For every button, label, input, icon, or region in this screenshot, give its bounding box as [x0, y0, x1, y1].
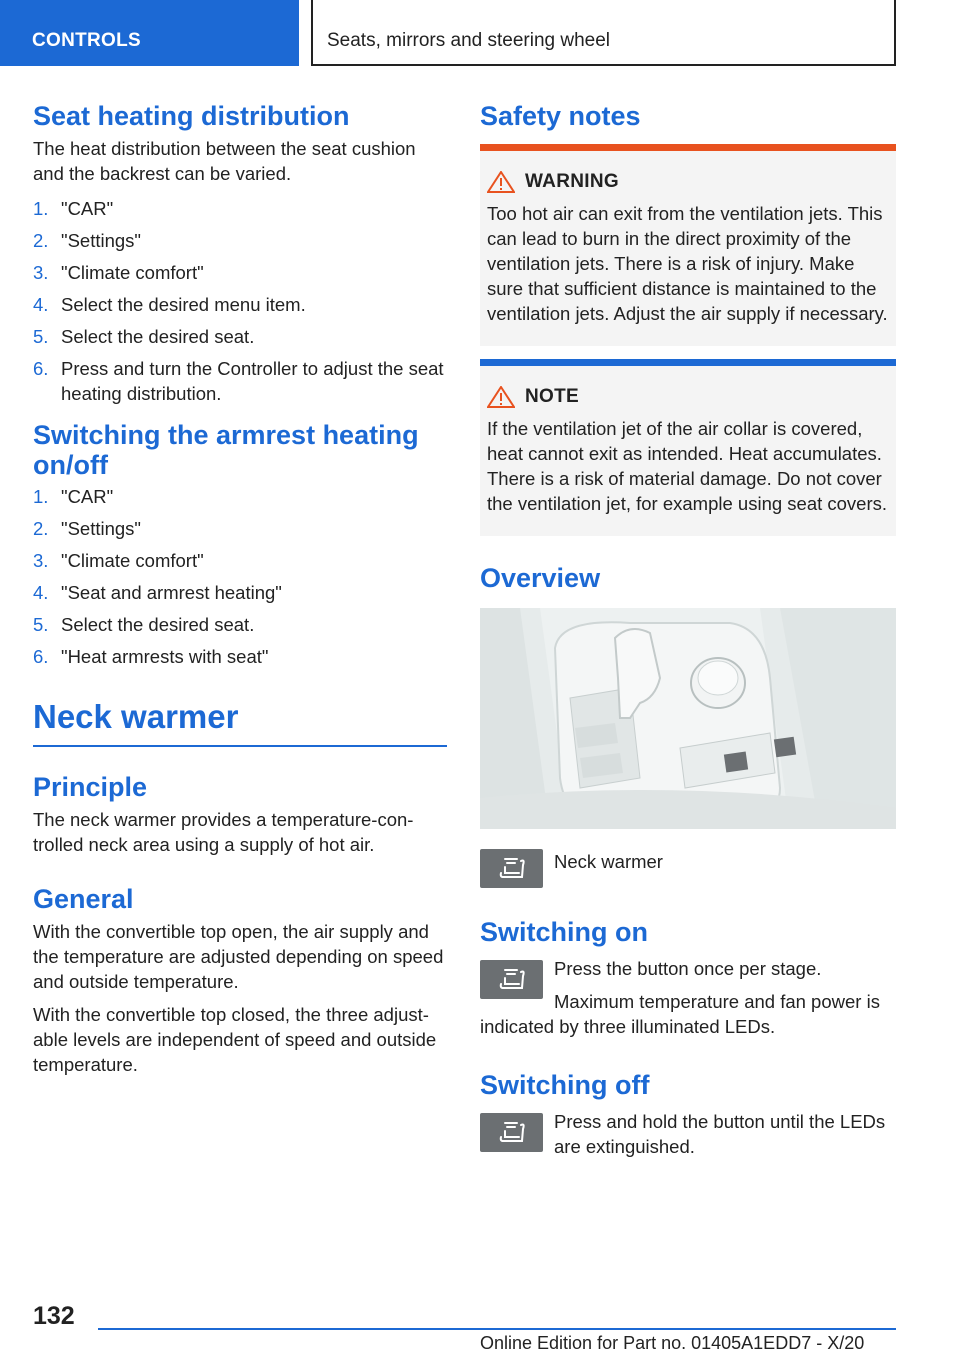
chapter-label: Seats, mirrors and steering wheel: [327, 30, 611, 51]
left-column: [33, 100, 447, 1077]
step-number: 5.: [33, 326, 49, 347]
footer-divider: [98, 1328, 896, 1330]
safety-title: Safety notes: [480, 101, 641, 131]
seat-heating-section: [33, 100, 447, 406]
step-number: 1.: [33, 198, 49, 219]
neck-warmer-section: [33, 697, 447, 747]
step-number: 1.: [33, 486, 49, 507]
switching-off-body: [480, 1109, 896, 1159]
seat-heating-steps: [33, 196, 447, 406]
page-header: [0, 0, 960, 66]
step-text: Select the desired menu item.: [61, 294, 306, 315]
general-text-2: With the convertible top closed, the three adjustable levels are independent of speed and outside temperature.: [33, 1004, 437, 1075]
warning-header: [487, 171, 888, 193]
list-item: [33, 548, 447, 573]
step-number: 5.: [33, 614, 49, 635]
step-text: Select the desired seat.: [61, 614, 255, 635]
list-item: [33, 228, 447, 253]
safety-section: [480, 100, 896, 536]
list-item: [33, 260, 447, 285]
page-number: 132: [33, 1302, 75, 1330]
list-item: [33, 196, 447, 221]
general-text-1: With the convertible top open, the air supply and the temperature are adjusted depending on speed and outside temperature.: [33, 921, 444, 992]
list-item: [33, 324, 447, 349]
step-text: "Seat and armrest heating": [61, 582, 282, 603]
legend-row: [480, 849, 896, 888]
neck-warmer-button-icon: [480, 1113, 543, 1152]
center-console-illustration: [480, 608, 896, 829]
switching-off-title: Switching off: [480, 1070, 650, 1100]
note-label: NOTE: [525, 386, 579, 407]
switching-on-title: Switching on: [480, 917, 648, 947]
warning-label: WARNING: [525, 171, 619, 192]
principle-section: [33, 771, 447, 857]
principle-title: Principle: [33, 772, 148, 802]
title-divider: [33, 745, 447, 747]
warning-box: [480, 144, 896, 346]
legend-label: Neck warmer: [554, 851, 663, 872]
step-number: 6.: [33, 358, 49, 379]
footer-edition: Online Edition for Part no. 01405A1EDD7 - X/20: [480, 1333, 865, 1353]
warning-triangle-icon: [487, 171, 515, 193]
armrest-section: [33, 420, 447, 669]
note-box: [480, 359, 896, 536]
overview-title: Overview: [480, 563, 601, 593]
neck-warmer-button-icon: [480, 849, 543, 888]
list-item: [33, 292, 447, 317]
neck-warmer-title: Neck warmer: [33, 698, 239, 735]
principle-text: The neck warmer provides a temperature-controlled neck area using a supply of hot air.: [33, 809, 414, 855]
neck-warmer-button-icon: [480, 960, 543, 999]
step-text: "CAR": [61, 198, 114, 219]
step-text: Select the desired seat.: [61, 326, 255, 347]
armrest-steps: [33, 484, 447, 669]
list-item: [33, 644, 447, 669]
step-text: "CAR": [61, 486, 114, 507]
note-header: [487, 386, 888, 408]
section-tab[interactable]: [0, 0, 299, 66]
switching-on-body: [480, 956, 896, 1039]
chapter-tab[interactable]: [311, 0, 896, 66]
seat-heating-intro: The heat distribution between the seat cushion and the backrest can be varied.: [33, 138, 416, 184]
switching-on-text-1: Press the button once per stage.: [554, 958, 822, 979]
step-number: 4.: [33, 582, 49, 603]
caution-triangle-icon: [487, 386, 515, 408]
note-text: If the ventilation jet of the air collar is covered, heat cannot exit as intended. Heat accumulates. There is a risk of material damage. Do not cover the ventilation jet, for example using seat covers.: [487, 418, 888, 514]
switching-off-section: [480, 1069, 896, 1159]
overview-section: [480, 562, 896, 888]
section-label: CONTROLS: [32, 30, 142, 51]
list-item: [33, 580, 447, 605]
step-number: 4.: [33, 294, 49, 315]
switching-off-text: Press and hold the button until the LEDs are extinguished.: [554, 1111, 886, 1157]
step-text: "Settings": [61, 230, 141, 251]
center-console-photo: [480, 608, 896, 829]
step-number: 3.: [33, 262, 49, 283]
step-text: "Settings": [61, 518, 141, 539]
step-text: "Heat armrests with seat": [61, 646, 269, 667]
armrest-title: Switching the armrest heating on/off: [33, 420, 419, 480]
list-item: [33, 484, 447, 509]
step-number: 6.: [33, 646, 49, 667]
switching-on-section: [480, 916, 896, 1039]
step-number: 3.: [33, 550, 49, 571]
list-item: [33, 356, 447, 406]
seat-heating-title: Seat heating distribution: [33, 101, 350, 131]
step-text: Press and turn the Controller to adjust the seat heating distribution.: [61, 358, 444, 404]
warning-text: Too hot air can exit from the ventilation jets. This can lead to burn in the direct proximity of the ventilation jets. There is a risk of injury. Make sure that sufficient distance is maintained to the ventilation jets. Adjust the air supply if necessary.: [487, 203, 888, 324]
list-item: [33, 516, 447, 541]
step-number: 2.: [33, 230, 49, 251]
step-text: "Climate comfort": [61, 262, 204, 283]
step-text: "Climate comfort": [61, 550, 204, 571]
step-number: 2.: [33, 518, 49, 539]
switching-on-text-2: Maximum temperature and fan power is indicated by three illuminated LEDs.: [480, 991, 880, 1037]
general-section: [33, 883, 447, 1077]
right-column: [480, 100, 896, 1159]
list-item: [33, 612, 447, 637]
general-title: General: [33, 884, 134, 914]
